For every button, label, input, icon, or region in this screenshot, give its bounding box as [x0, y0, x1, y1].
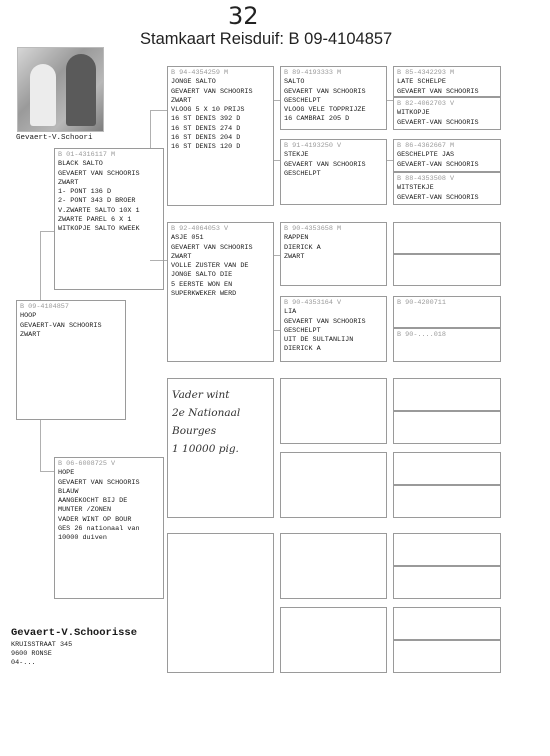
connector-line [40, 231, 54, 232]
pedigree-card-fff [280, 66, 387, 130]
address-line: 04-... [11, 659, 36, 667]
pedigree-card-empty [393, 411, 501, 444]
pedigree-card-ff [167, 66, 274, 206]
pedigree-card-empty [393, 452, 501, 485]
card-line: 16 ST DENIS 204 D [171, 134, 241, 143]
ring-number: B 92-4064053 V [171, 225, 229, 233]
card-line: DIERICK A [284, 243, 321, 252]
ring-number: B 06-6008725 V [58, 460, 116, 468]
connector-line [40, 420, 41, 471]
pedigree-card-subject [16, 300, 126, 420]
card-line: VADER WINT OP BOUR [58, 515, 132, 524]
card-line: GES 26 nationaal van [58, 525, 140, 534]
card-line: GESCHELPT [284, 326, 321, 335]
pedigree-card-empty [167, 533, 274, 673]
pedigree-card-fmmm [393, 328, 501, 362]
handwritten-line: Bourges [172, 425, 217, 437]
pedigree-card-fffm [393, 97, 501, 130]
card-line: VLOOG 5 X 10 PRIJS [171, 106, 245, 115]
ring-number: B 91-4193250 V [284, 142, 342, 150]
connector-line [150, 110, 167, 111]
card-line: GEVAERT-VAN SCHOORIS [397, 160, 479, 169]
card-line: 16 ST DENIS 392 D [171, 115, 241, 124]
card-line: WITKOPJE [397, 109, 430, 118]
card-line: RAPPEN [284, 234, 309, 243]
ring-number: B 82-4062703 V [397, 100, 455, 108]
card-line: JONGE SALTO [171, 78, 216, 87]
card-line: GEVAERT VAN SCHOORIS [397, 87, 479, 96]
card-line: GEVAERT-VAN SCHOORIS [397, 118, 479, 127]
connector-line [150, 110, 151, 148]
pedigree-card-empty [393, 485, 501, 518]
card-line: GESCHELPTE JAS [397, 151, 455, 160]
card-line: ASJE 051 [171, 234, 204, 243]
handwritten-note [172, 386, 240, 458]
person-figure [30, 64, 56, 126]
page-title: Stamkaart Reisduif: B 09-4104857 [140, 30, 393, 48]
page-number: 32 [228, 2, 259, 30]
pedigree-card-empty [393, 378, 501, 411]
ring-number: B 90-....018 [397, 331, 446, 339]
card-line: GEVAERT VAN SCHOORIS [284, 160, 366, 169]
pedigree-card-empty [393, 607, 501, 640]
card-line: 16 ST DENIS 120 D [171, 143, 241, 152]
card-line: ZWART [171, 252, 192, 261]
pedigree-card-fmmf [393, 296, 501, 328]
pedigree-card-empty [393, 254, 501, 286]
handwritten-line: 1 10000 pig. [172, 443, 239, 455]
card-line: GESCHELPT [284, 96, 321, 105]
pedigree-card-fmm [280, 296, 387, 362]
card-line: 2- PONT 343 D BROER [58, 197, 136, 206]
card-line: GESCHELPT [284, 169, 321, 178]
card-line: WITKOPJE SALTO KWEEK [58, 225, 140, 234]
owner-name: Gevaert-V.Schoorisse [11, 627, 138, 639]
pedigree-card-empty [393, 533, 501, 566]
pedigree-card-ffmm [393, 172, 501, 205]
ring-number: B 01-4316117 M [58, 151, 116, 159]
ring-number: B 90-4200711 [397, 299, 446, 307]
card-line: MUNTER /ZONEN [58, 506, 112, 515]
card-line: ZWART [284, 252, 305, 261]
address-line: 9600 RONSE [11, 650, 52, 658]
card-line: ZWART [171, 96, 192, 105]
card-line: ZWARTE PAREL 6 X 1 [58, 216, 132, 225]
card-line: GEVAERT VAN SCHOORIS [58, 169, 140, 178]
ring-number: B 09-4104857 [20, 303, 69, 311]
card-line: ZWART [20, 330, 41, 339]
card-line: STEKJE [284, 151, 309, 160]
card-line: VOLLE ZUSTER VAN DE [171, 262, 249, 271]
card-line: LIA [284, 308, 297, 317]
card-line: 16 ST DENIS 274 D [171, 124, 241, 133]
card-line: GEVAERT VAN SCHOORIS [284, 87, 366, 96]
pigeon-photo [17, 47, 104, 132]
connector-line [40, 231, 41, 300]
card-line: GEVAERT-VAN SCHOORIS [20, 321, 102, 330]
pedigree-card-mother [54, 457, 164, 599]
card-line: BLACK SALTO [58, 160, 103, 169]
card-line: GEVAERT VAN SCHOORIS [58, 478, 140, 487]
card-line: VLOOG VELE TOPPRIJZE [284, 106, 366, 115]
card-line: BLAUW [58, 487, 79, 496]
pedigree-card-empty [280, 378, 387, 444]
pedigree-card-empty [393, 640, 501, 673]
card-line: 16 CAMBRAI 205 D [284, 115, 350, 124]
card-line: HOOP [20, 312, 37, 321]
person-figure [66, 54, 96, 126]
ring-number: B 86-4362667 M [397, 142, 455, 150]
address-line: KRUISSTRAAT 345 [11, 641, 73, 649]
card-line: WITSTEKJE [397, 184, 434, 193]
ring-number: B 94-4354259 M [171, 69, 229, 77]
card-line: SALTO [284, 78, 305, 87]
card-line: 10000 duiven [58, 534, 107, 543]
owner-address [11, 641, 72, 668]
card-line: GEVAERT VAN SCHOORIS [171, 243, 253, 252]
pedigree-card-empty [393, 222, 501, 254]
card-line: UIT DE SULTANLIJN [284, 336, 354, 345]
card-line: HOPE [58, 469, 75, 478]
ring-number: B 90-4353658 M [284, 225, 342, 233]
card-line: DIERICK A [284, 345, 321, 354]
ring-number: B 85-4342293 M [397, 69, 455, 77]
ring-number: B 90-4353164 V [284, 299, 342, 307]
card-line: V.ZWARTE SALTO 10X 1 [58, 206, 140, 215]
card-line: GEVAERT VAN SCHOORIS [171, 87, 253, 96]
pedigree-card-ffm [280, 139, 387, 205]
handwritten-line: 2e Nationaal [172, 407, 241, 419]
pedigree-card-empty [280, 607, 387, 673]
ring-number: B 88-4353508 V [397, 175, 455, 183]
card-line: 5 EERSTE WON EN [171, 280, 233, 289]
card-line: 1- PONT 136 D [58, 188, 112, 197]
card-line: GEVAERT VAN SCHOORIS [284, 317, 366, 326]
connector-line [40, 471, 54, 472]
pedigree-card-fm [167, 222, 274, 362]
pedigree-card-fmf [280, 222, 387, 286]
card-line: LATE SCHELPE [397, 78, 446, 87]
card-line: SUPERKWEKER WERD [171, 290, 237, 299]
handwritten-line: Vader wint [172, 389, 230, 401]
photo-caption: Gevaert-V.Schoori [16, 134, 93, 142]
pedigree-card-empty [393, 566, 501, 599]
pedigree-card-empty [280, 452, 387, 518]
card-line: AANGEKOCHT BIJ DE [58, 497, 128, 506]
pedigree-card-empty [280, 533, 387, 599]
card-line: JONGE SALTO DIE [171, 271, 233, 280]
pedigree-card-ffmf [393, 139, 501, 172]
card-line: ZWART [58, 178, 79, 187]
pedigree-card-ffff [393, 66, 501, 97]
pedigree-card-father [54, 148, 164, 290]
card-line: GEVAERT-VAN SCHOORIS [397, 193, 479, 202]
ring-number: B 89-4193333 M [284, 69, 342, 77]
